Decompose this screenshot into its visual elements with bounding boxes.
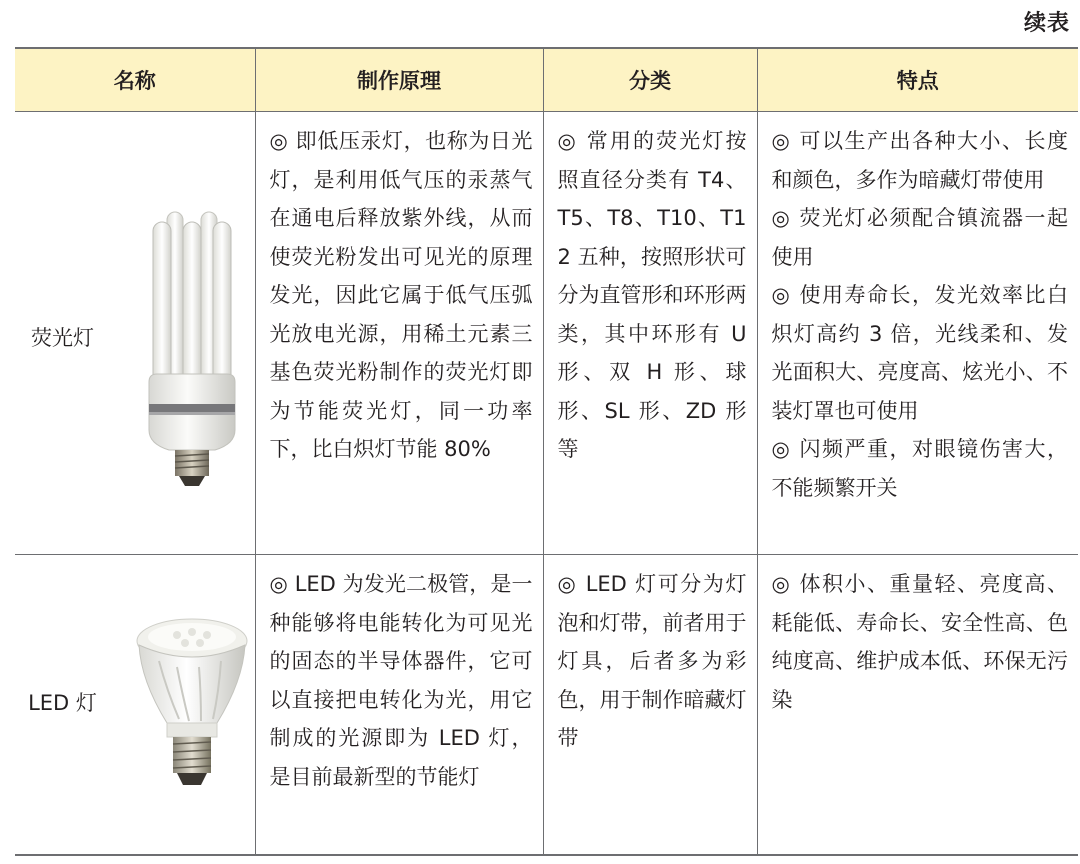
header-features: 特点 bbox=[896, 69, 939, 93]
principle-text: ◎ LED 为发光二极管，是一种能够将电能转化为可见光的固态的半导体器件，它可以直接把电转化为光，用它制成的光源即为 LED 灯，是目前最新型的节能灯 bbox=[269, 572, 533, 789]
header-principle: 制作原理 bbox=[255, 48, 543, 112]
classification-text: ◎ LED 灯可分为灯泡和灯带，前者用于灯具，后者多为彩色，用于制作暗藏灯带 bbox=[557, 572, 747, 750]
feature-item: ◎ 使用寿命长，发光效率比白炽灯高约 3 倍，光线柔和、发光面积大、亮度高、炫光小、不装灯罩也可使用 bbox=[771, 283, 1068, 423]
features-cell bbox=[757, 112, 1078, 555]
table-row bbox=[15, 112, 1078, 555]
header-classification: 分类 bbox=[543, 48, 757, 112]
row-name: LED 灯 bbox=[28, 691, 97, 715]
principle-cell bbox=[255, 555, 543, 855]
row-name: 荧光灯 bbox=[31, 326, 94, 350]
header-name: 名称 bbox=[15, 48, 255, 112]
name-cell bbox=[15, 555, 255, 855]
feature-item: ◎ 可以生产出各种大小、长度和颜色，多作为暗藏灯带使用 bbox=[771, 129, 1068, 192]
feature-item: ◎ 荧光灯必须配合镇流器一起使用 bbox=[771, 206, 1068, 269]
features-cell bbox=[757, 555, 1078, 855]
feature-item: ◎ 闪频严重，对眼镜伤害大，不能频繁开关 bbox=[771, 437, 1068, 500]
led-bulb-image bbox=[127, 611, 257, 801]
table-header-row bbox=[15, 48, 1078, 112]
classification-text: ◎ 常用的荧光灯按照直径分类有 T4、T5、T8、T10、T12 五种，按照形状可分为直管形和环形两类，其中环形有 U 形、双 H 形、球 形、SL 形、ZD 形等 bbox=[557, 129, 747, 461]
cfl-bulb-image bbox=[135, 204, 250, 489]
continued-label: 续表 bbox=[1023, 11, 1070, 36]
lamp-comparison-table bbox=[15, 47, 1078, 856]
principle-text: ◎ 即低压汞灯，也称为日光灯，是利用低气压的汞蒸气在通电后释放紫外线，从而使荧光粉发出可见光的原理发光，因此它属于低气压弧光放电光源，用稀土元素三基色荧光粉制作的荧光灯即为节能荧光灯，同一功率下，比白炽灯节能 80% bbox=[269, 129, 533, 461]
feature-item: ◎ 体积小、重量轻、亮度高、耗能低、寿命长、安全性高、色纯度高、维护成本低、环保无污染 bbox=[771, 572, 1068, 712]
name-cell bbox=[15, 112, 255, 555]
table-row bbox=[15, 555, 1078, 855]
principle-cell bbox=[255, 112, 543, 555]
classification-cell bbox=[543, 555, 757, 855]
classification-cell bbox=[543, 112, 757, 555]
